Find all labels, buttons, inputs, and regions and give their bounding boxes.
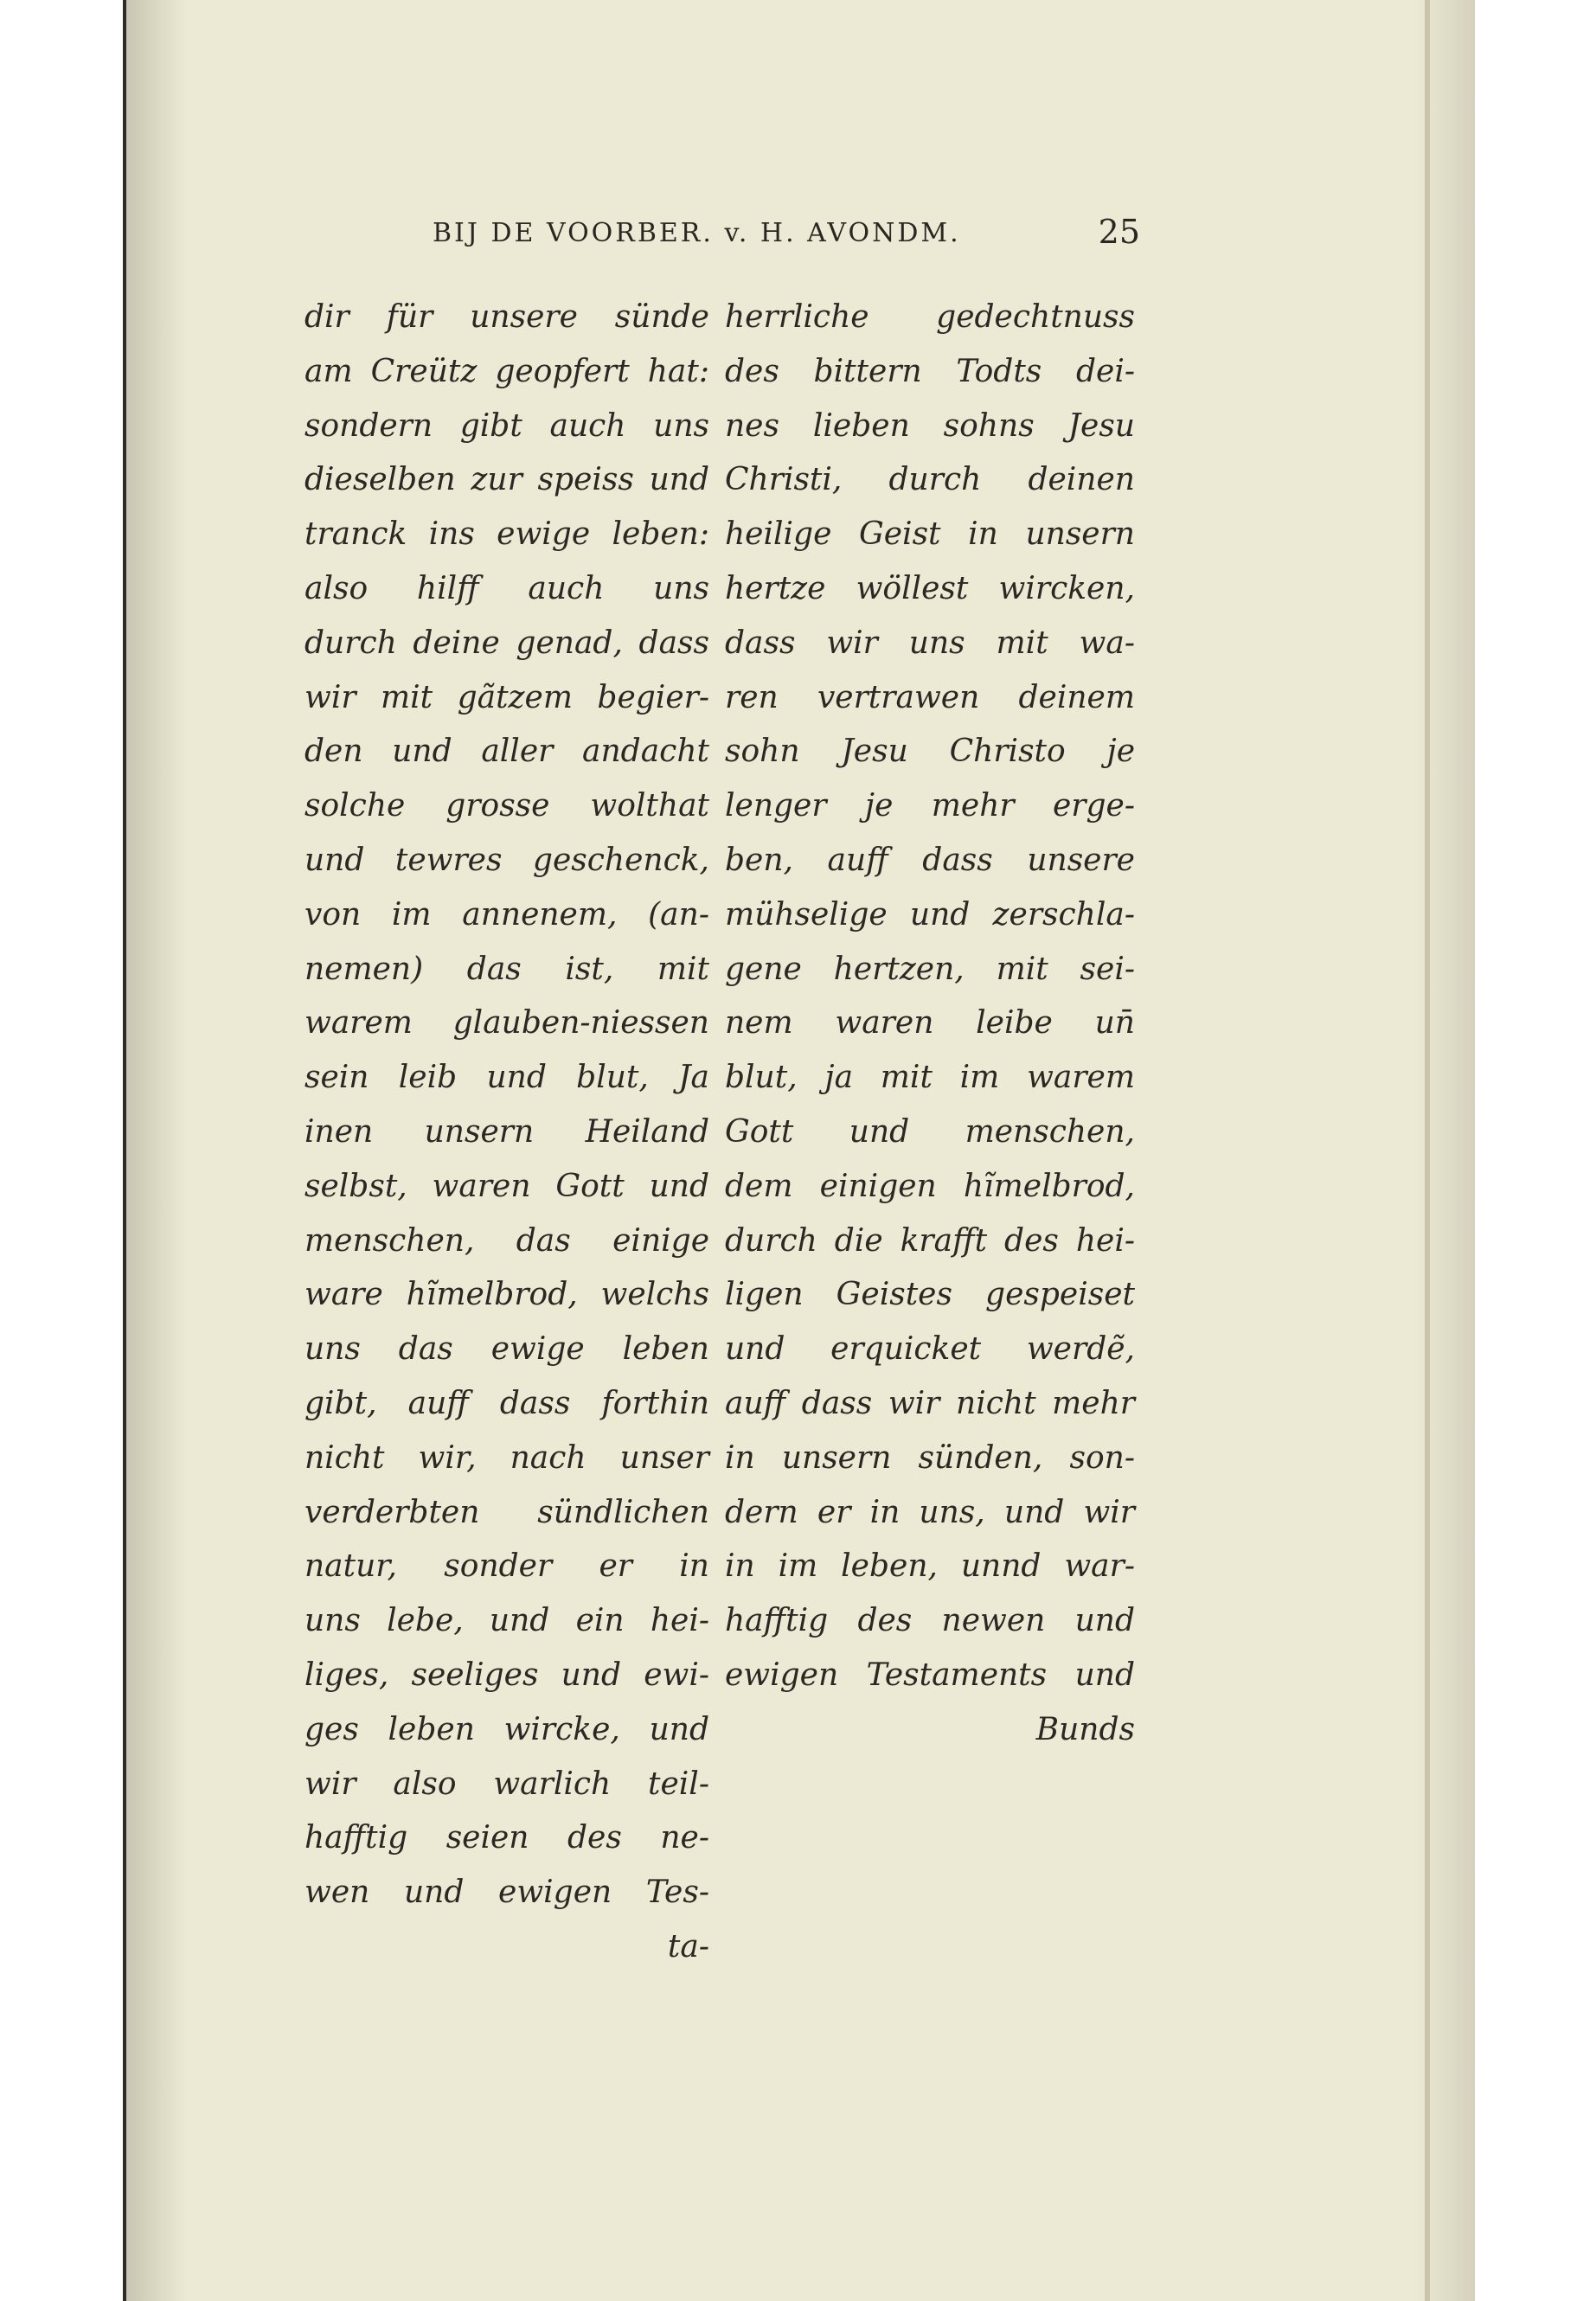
- text-line: ewigen Testaments und: [725, 1657, 1135, 1693]
- text-line: hafftig seien des ne-: [304, 1820, 709, 1856]
- text-line: gibt, auff dass forthin: [304, 1385, 709, 1421]
- text-line: mühselige und zerschla-: [725, 896, 1135, 933]
- text-line: blut, ja mit im warem: [725, 1060, 1135, 1096]
- text-line: tranck ins ewige leben:: [304, 516, 709, 553]
- text-line: inen unsern Heiland: [304, 1113, 709, 1150]
- text-line: den und aller andacht: [304, 734, 709, 770]
- text-line: ware hĩmelbrod, welchs: [304, 1277, 709, 1313]
- text-line: nes lieben sohns Jesu: [725, 407, 1135, 444]
- text-line: selbst, waren Gott und: [304, 1168, 709, 1204]
- text-line: durch deine genad, dass: [304, 625, 709, 661]
- text-line: natur, sonder er in: [304, 1548, 709, 1585]
- text-line: wir mit gãtzem begier-: [304, 679, 709, 715]
- text-line: in im leben, unnd war-: [725, 1548, 1135, 1585]
- text-line: gene hertzen, mit sei-: [725, 951, 1135, 987]
- text-line: sohn Jesu Christo je: [725, 734, 1135, 770]
- text-line: am Creütz geopfert hat:: [304, 353, 709, 389]
- text-line: herrliche gedechtnuss: [725, 299, 1135, 335]
- text-line: ligen Geistes gespeiset: [725, 1277, 1135, 1313]
- text-line: in unsern sünden, son-: [725, 1439, 1135, 1476]
- text-line: heilige Geist in unsern: [725, 516, 1135, 553]
- text-line: lenger je mehr erge-: [725, 788, 1135, 824]
- running-head: [433, 213, 1140, 253]
- text-line: und tewres geschenck,: [304, 842, 709, 878]
- text-line: wen und ewigen Tes-: [304, 1875, 709, 1911]
- text-line: verderbten sündlichen: [304, 1494, 709, 1530]
- left-column: [304, 291, 709, 1975]
- running-title: BIJ DE VOORBER. v. H. AVONDM.: [433, 218, 961, 248]
- text-line: solche grosse wolthat: [304, 788, 709, 824]
- text-line: sondern gibt auch uns: [304, 407, 709, 444]
- text-line: uns lebe, und ein hei-: [304, 1603, 709, 1639]
- text-line: liges, seeliges und ewi-: [304, 1657, 709, 1693]
- text-line: dieselben zur speiss und: [304, 462, 709, 498]
- text-line: dem einigen hĩmelbrod,: [725, 1168, 1135, 1204]
- text-line: uns das ewige leben: [304, 1331, 709, 1368]
- text-line: sein leib und blut, Ja: [304, 1060, 709, 1096]
- text-line: Gott und menschen,: [725, 1113, 1135, 1150]
- text-line: und erquicket werdẽ,: [725, 1331, 1135, 1368]
- text-line: menschen, das einige: [304, 1222, 709, 1259]
- text-line: von im annenem, (an-: [304, 896, 709, 933]
- text-line: hertze wöllest wircken,: [725, 570, 1135, 606]
- text-line: also hilff auch uns: [304, 570, 709, 606]
- text-line: Christi, durch deinen: [725, 462, 1135, 498]
- text-line: ta-: [667, 1928, 709, 1965]
- page-number: 25: [1098, 213, 1140, 251]
- text-line: hafftig des newen und: [725, 1603, 1135, 1639]
- text-line: des bittern Todts dei-: [725, 353, 1135, 389]
- right-column: [725, 291, 1135, 1758]
- page-edge: [1425, 0, 1430, 2301]
- text-line: dass wir uns mit wa-: [725, 625, 1135, 661]
- text-line: wir also warlich teil-: [304, 1766, 709, 1802]
- text-line: nemen) das ist, mit: [304, 951, 709, 987]
- text-line: dern er in uns, und wir: [725, 1494, 1135, 1530]
- text-line: dir für unsere sünde: [304, 299, 709, 335]
- text-line: nem waren leibe un̄: [725, 1005, 1135, 1042]
- text-line: ges leben wircke, und: [304, 1711, 709, 1747]
- text-line: durch die krafft des hei-: [725, 1222, 1135, 1259]
- text-line: ren vertrawen deinem: [725, 679, 1135, 715]
- text-line: Bunds: [1035, 1711, 1135, 1747]
- text-line: warem glauben-niessen: [304, 1005, 709, 1042]
- text-line: ben, auff dass unsere: [725, 842, 1135, 878]
- text-line: auff dass wir nicht mehr: [725, 1385, 1135, 1421]
- text-line: nicht wir, nach unser: [304, 1439, 709, 1476]
